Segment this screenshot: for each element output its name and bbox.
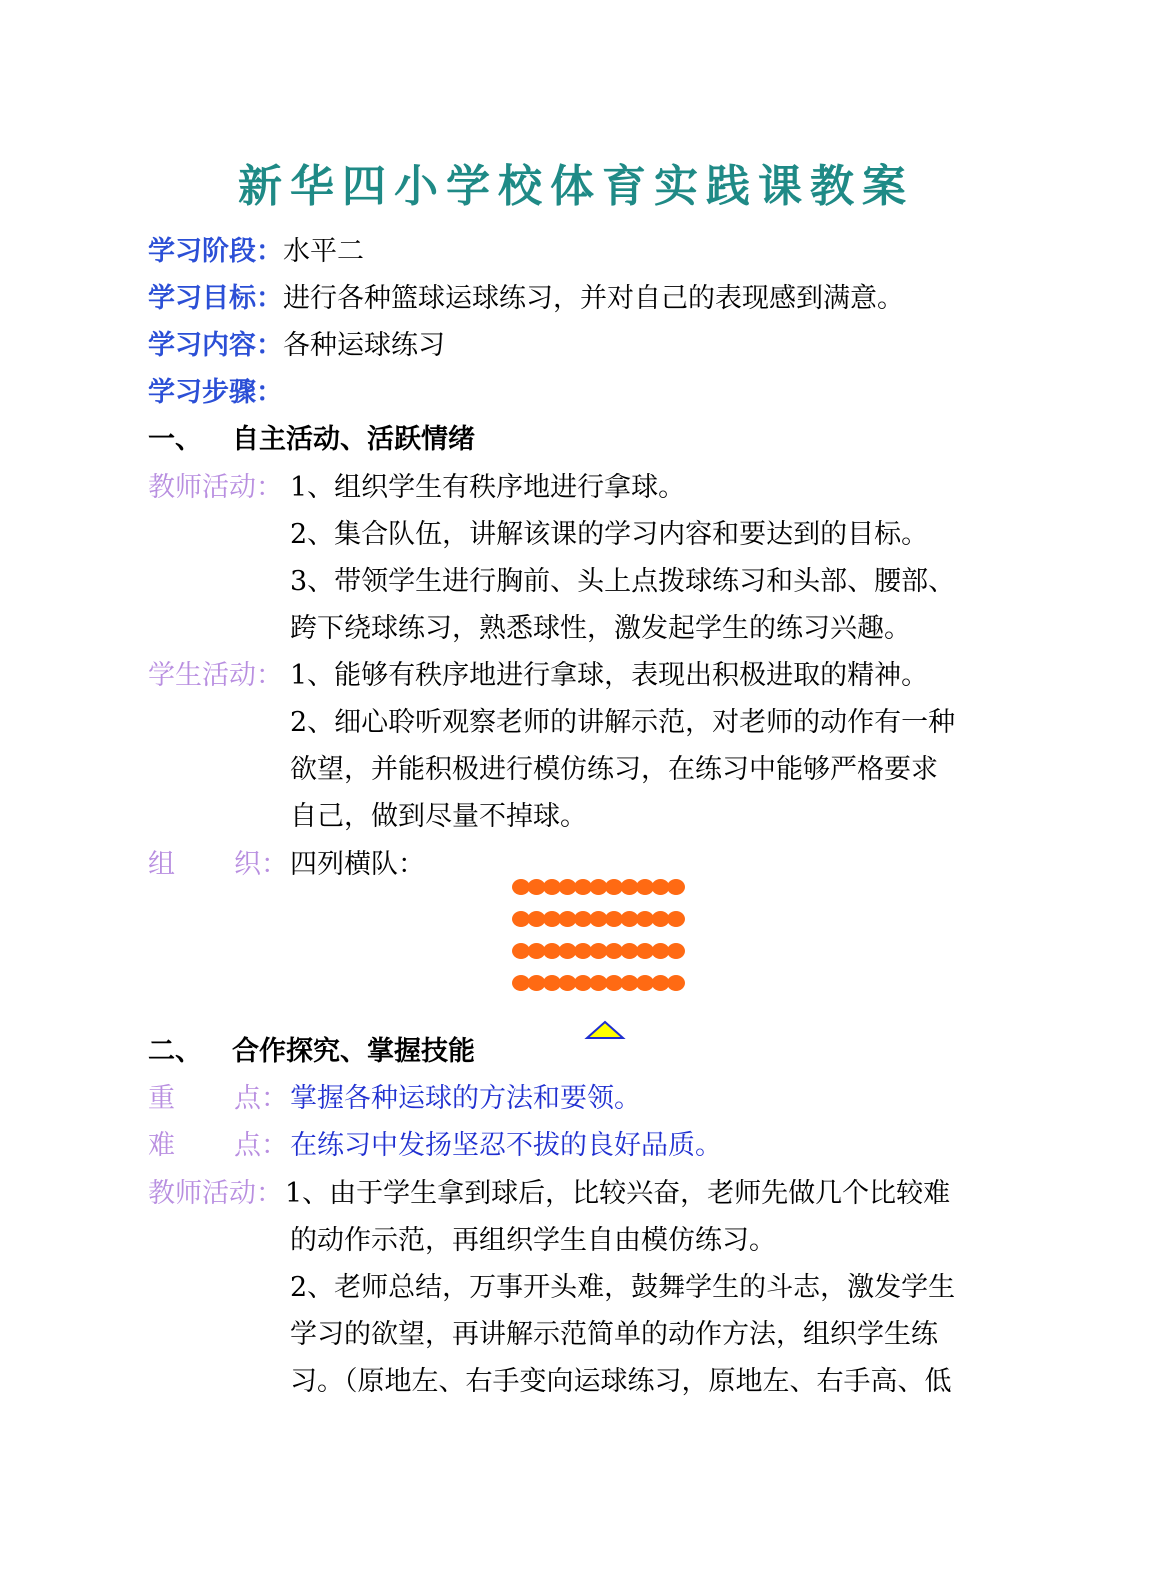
student-dot xyxy=(528,975,546,991)
student-dot xyxy=(636,879,654,895)
student-dot xyxy=(512,943,530,959)
goal-row xyxy=(148,283,904,315)
org-label-a: 组 xyxy=(148,849,175,880)
student-dot xyxy=(621,975,639,991)
section1-student-line: 自己，做到尽量不掉球。 xyxy=(290,801,587,832)
student-dot xyxy=(652,879,670,895)
student-dot xyxy=(667,943,685,959)
org-value: 四列横队： xyxy=(290,849,425,880)
student-dot xyxy=(559,943,577,959)
student-dot xyxy=(667,879,685,895)
student-dot xyxy=(652,911,670,927)
student-dot xyxy=(543,911,561,927)
content-value: 各种运球练习 xyxy=(283,330,445,361)
stage-row xyxy=(148,236,364,268)
student-dot xyxy=(652,975,670,991)
org-row xyxy=(148,849,425,881)
section1-number: 一、 xyxy=(148,424,202,455)
diff-label-b: 点： xyxy=(234,1130,288,1161)
section2-teacher-line: 习。（原地左、右手变向运球练习，原地左、右手高、低 xyxy=(290,1366,952,1397)
student-dot xyxy=(636,943,654,959)
diff-value: 在练习中发扬坚忍不拔的良好品质。 xyxy=(290,1130,722,1161)
goal-label: 学习目标： xyxy=(148,283,283,314)
student-dot xyxy=(590,911,608,927)
student-dot xyxy=(528,943,546,959)
student-dot xyxy=(667,975,685,991)
key-label-b: 点： xyxy=(234,1083,288,1114)
section2-heading-row xyxy=(148,1036,475,1068)
student-dot xyxy=(559,975,577,991)
section2-teacher-line: 学习的欲望，再讲解示范简单的动作方法，组织学生练 xyxy=(290,1319,938,1350)
teacher-triangle-icon xyxy=(587,1022,623,1038)
section2-number: 二、 xyxy=(148,1036,202,1067)
student-dot xyxy=(574,975,592,991)
student-dot xyxy=(621,943,639,959)
section1-teacher-line: 3、带领学生进行胸前、头上点拨球练习和头部、腰部、 xyxy=(290,566,956,597)
student-dot xyxy=(574,943,592,959)
student-dot xyxy=(636,975,654,991)
section2-teacher-line: 1、由于学生拿到球后，比较兴奋，老师先做几个比较难 xyxy=(285,1178,951,1209)
student-dot xyxy=(621,879,639,895)
section1-student-line: 1、能够有秩序地进行拿球，表现出积极进取的精神。 xyxy=(290,660,929,691)
org-label-b: 织： xyxy=(234,849,288,880)
steps-label: 学习步骤： xyxy=(148,377,283,408)
student-dot xyxy=(652,943,670,959)
student-dot xyxy=(512,975,530,991)
section1-teacher-line: 2、集合队伍，讲解该课的学习内容和要达到的目标。 xyxy=(290,519,929,550)
stage-value: 水平二 xyxy=(283,236,364,267)
diff-label-a: 难 xyxy=(148,1130,175,1161)
formation-diagram xyxy=(505,872,705,1042)
content-label: 学习内容： xyxy=(148,330,283,361)
section1-student-line: 欲望，并能积极进行模仿练习，在练习中能够严格要求 xyxy=(290,754,938,785)
key-value: 掌握各种运球的方法和要领。 xyxy=(290,1083,641,1114)
section1-teacher-line: 跨下绕球练习，熟悉球性，激发起学生的练习兴趣。 xyxy=(290,613,911,644)
student-dot xyxy=(667,911,685,927)
student-dot xyxy=(543,943,561,959)
stage-label: 学习阶段： xyxy=(148,236,283,267)
section2-teacher-label: 教师活动： xyxy=(148,1178,283,1209)
student-dot xyxy=(605,911,623,927)
section1-student-line: 2、细心聆听观察老师的讲解示范，对老师的动作有一种 xyxy=(290,707,956,738)
student-dot xyxy=(605,879,623,895)
goal-value: 进行各种篮球运球练习，并对自己的表现感到满意。 xyxy=(283,283,904,314)
student-dot xyxy=(590,879,608,895)
student-dot xyxy=(636,911,654,927)
student-dot xyxy=(605,975,623,991)
student-dot xyxy=(528,911,546,927)
student-dot xyxy=(543,975,561,991)
difficulty-row xyxy=(148,1130,722,1162)
student-dot xyxy=(559,911,577,927)
student-dot xyxy=(574,911,592,927)
student-dot xyxy=(590,943,608,959)
student-dot xyxy=(605,943,623,959)
section1-student-label: 学生活动： xyxy=(148,660,283,691)
section1-teacher-label: 教师活动： xyxy=(148,472,283,503)
section1-heading-row xyxy=(148,424,475,456)
page-title: 新华四小学校体育实践课教案 xyxy=(238,161,914,212)
student-dot xyxy=(574,879,592,895)
section2-teacher-line: 2、老师总结，万事开头难，鼓舞学生的斗志，激发学生 xyxy=(290,1272,956,1303)
section2-heading: 合作探究、掌握技能 xyxy=(232,1036,475,1067)
student-dot xyxy=(559,879,577,895)
student-dot xyxy=(621,911,639,927)
content-row xyxy=(148,330,445,362)
student-dot xyxy=(543,879,561,895)
student-dot xyxy=(512,911,530,927)
student-dot xyxy=(590,975,608,991)
key-point-row xyxy=(148,1083,641,1115)
student-dot xyxy=(528,879,546,895)
section1-teacher-line: 1、组织学生有秩序地进行拿球。 xyxy=(290,472,686,503)
student-dot xyxy=(512,879,530,895)
section2-teacher-line: 的动作示范，再组织学生自由模仿练习。 xyxy=(290,1225,776,1256)
steps-row xyxy=(148,377,283,409)
key-label-a: 重 xyxy=(148,1083,175,1114)
section1-heading: 自主活动、活跃情绪 xyxy=(232,424,475,455)
